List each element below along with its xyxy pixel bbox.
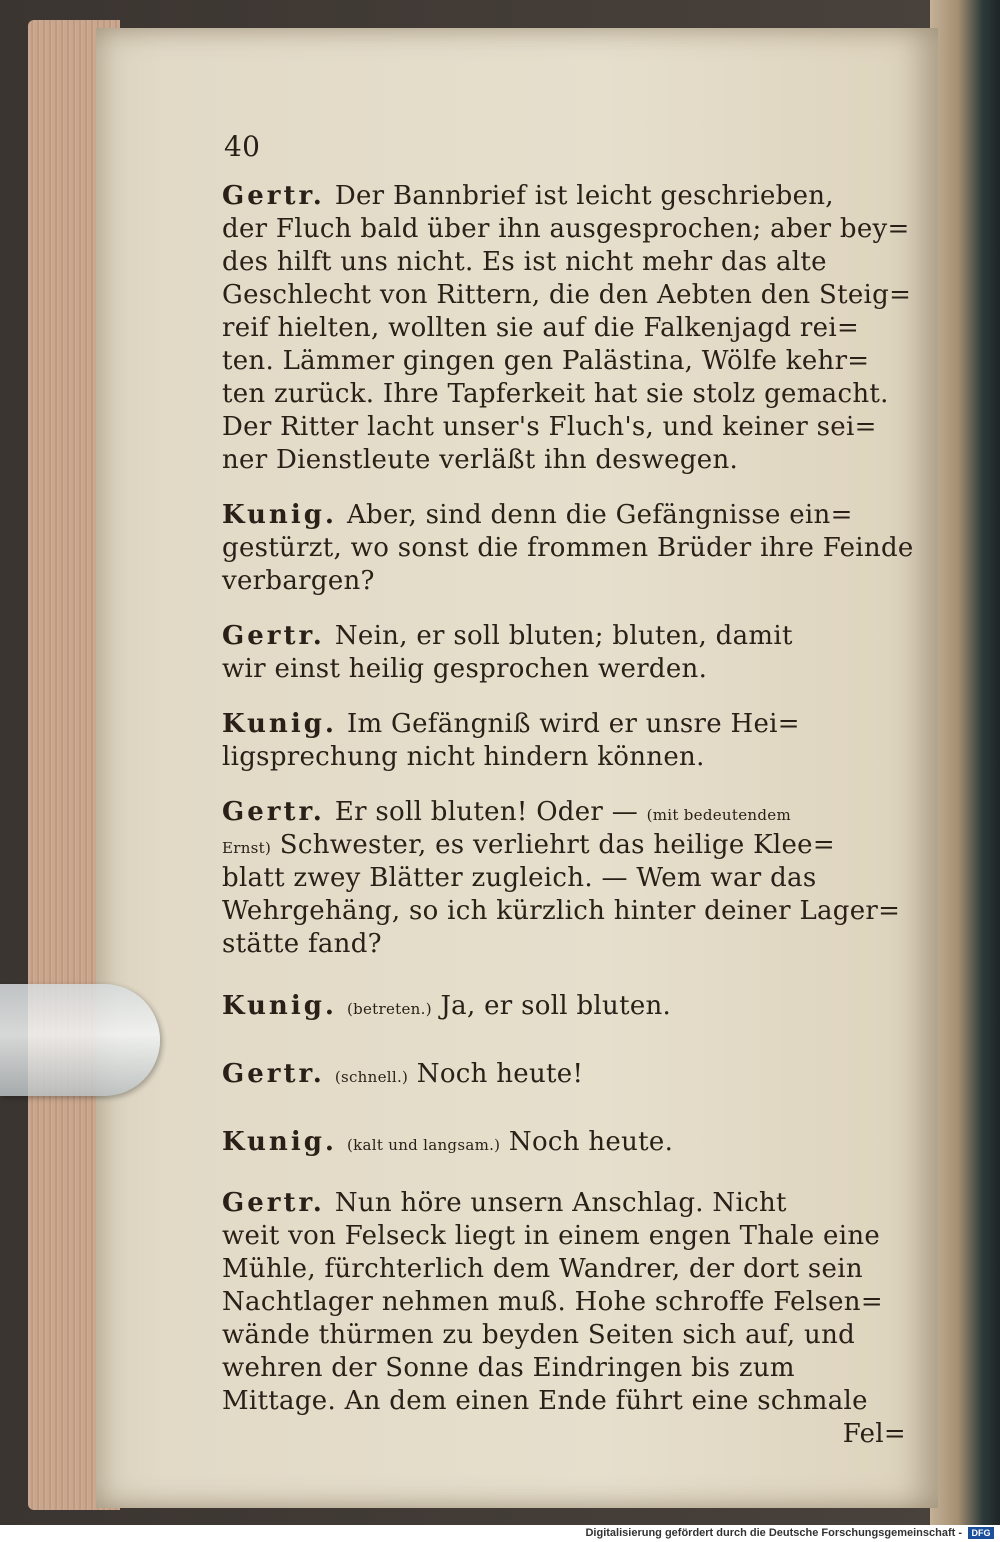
text-line: Nun höre unsern Anschlag. Nicht <box>334 1188 787 1218</box>
stage-direction: (kalt und langsam.) <box>346 1136 501 1154</box>
text-line: Der Ritter lacht unser's Fluch's, und keiner sei= <box>222 412 877 442</box>
page-number: 40 <box>224 130 261 163</box>
text-line: ligsprechung nicht hindern können. <box>222 742 705 772</box>
text-line: weit von Felseck liegt in einem engen Thale eine <box>222 1221 881 1251</box>
text-line: blatt zwey Blätter zugleich. — Wem war das <box>222 863 817 893</box>
text-line: Geschlecht von Rittern, die den Aebten den Steig= <box>222 280 912 310</box>
text-line: reif hielten, wollten sie auf die Falkenjagd rei= <box>222 313 860 343</box>
page-text <box>222 130 914 1451</box>
text-line: gestürzt, wo sonst die frommen Brüder ihre Feinde <box>222 533 914 563</box>
text-line: Im Gefängniß wird er unsre Hei= <box>346 709 800 739</box>
funding-notice: Digitalisierung gefördert durch die Deutsche Forschungsgemeinschaft - <box>585 1527 962 1539</box>
text-line: verbargen? <box>222 566 375 596</box>
text-line: Er soll bluten! Oder — <box>334 797 639 827</box>
speaker-name: Kunig. <box>222 1127 337 1157</box>
dialogue-paragraph <box>222 499 914 598</box>
text-line: Ja, er soll bluten. <box>440 991 672 1021</box>
text-line: Der Bannbrief ist leicht geschrieben, <box>334 181 834 211</box>
text-line: Schwester, es verliehrt das heilige Klee= <box>279 830 835 860</box>
speaker-name: Kunig. <box>222 500 337 530</box>
text-line: ten. Lämmer gingen gen Palästina, Wölfe kehr= <box>222 346 870 376</box>
text-line: wehren der Sonne das Eindringen bis zum <box>222 1353 795 1383</box>
facing-page-edge <box>930 0 1000 1525</box>
text-line: Nein, er soll bluten; bluten, damit <box>334 621 793 651</box>
speaker-name: Kunig. <box>222 709 337 739</box>
dialogue-paragraph <box>222 1051 906 1097</box>
text-line: Noch heute! <box>416 1059 584 1089</box>
speaker-name: Kunig. <box>222 991 337 1021</box>
text-line: Mühle, fürchterlich dem Wandrer, der dort sein <box>222 1254 863 1284</box>
speaker-name: Gertr. <box>222 181 325 211</box>
text-line: stätte fand? <box>222 929 382 959</box>
text-line: des hilft uns nicht. Es ist nicht mehr das alte <box>222 247 827 277</box>
speaker-name: Gertr. <box>222 1188 325 1218</box>
dialogue-paragraph <box>222 180 912 477</box>
text-line: der Fluch bald über ihn ausgesprochen; aber bey= <box>222 214 910 244</box>
text-line: wände thürmen zu beyden Seiten sich auf, und <box>222 1320 856 1350</box>
dialogue-paragraph <box>222 983 906 1029</box>
text-line: Wehrgehäng, so ich kürzlich hinter deiner Lager= <box>222 896 901 926</box>
stage-direction: (schnell.) <box>334 1068 409 1086</box>
dialogue-paragraph <box>222 620 906 686</box>
stage-direction: (betreten.) <box>346 1000 432 1018</box>
footer-bar <box>0 1525 1000 1542</box>
text-line: Noch heute. <box>508 1127 674 1157</box>
text-line: wir einst heilig gesprochen werden. <box>222 654 708 684</box>
text-line: ner Dienstleute verläßt ihn deswegen. <box>222 445 739 475</box>
dialogue-paragraph <box>222 1119 906 1165</box>
stage-direction: (mit bedeutendem <box>646 806 791 824</box>
speaker-name: Gertr. <box>222 1059 325 1089</box>
text-line: ten zurück. Ihre Tapferkeit hat sie stolz gemacht. <box>222 379 889 409</box>
text-line: Aber, sind denn die Gefängnisse ein= <box>346 500 853 530</box>
dialogue-paragraph <box>222 1187 906 1418</box>
dialogue-paragraph <box>222 796 906 961</box>
dialogue-paragraph <box>222 708 906 774</box>
plastic-page-clip <box>0 984 160 1096</box>
speaker-name: Gertr. <box>222 797 325 827</box>
catchword: Fel= <box>842 1419 906 1449</box>
text-line: Mittage. An dem einen Ende führt eine schmale <box>222 1386 868 1416</box>
stage-direction: Ernst) <box>222 839 272 857</box>
text-line: Nachtlager nehmen muß. Hohe schroffe Felsen= <box>222 1287 883 1317</box>
speaker-name: Gertr. <box>222 621 325 651</box>
dfg-logo: DFG <box>968 1527 994 1539</box>
